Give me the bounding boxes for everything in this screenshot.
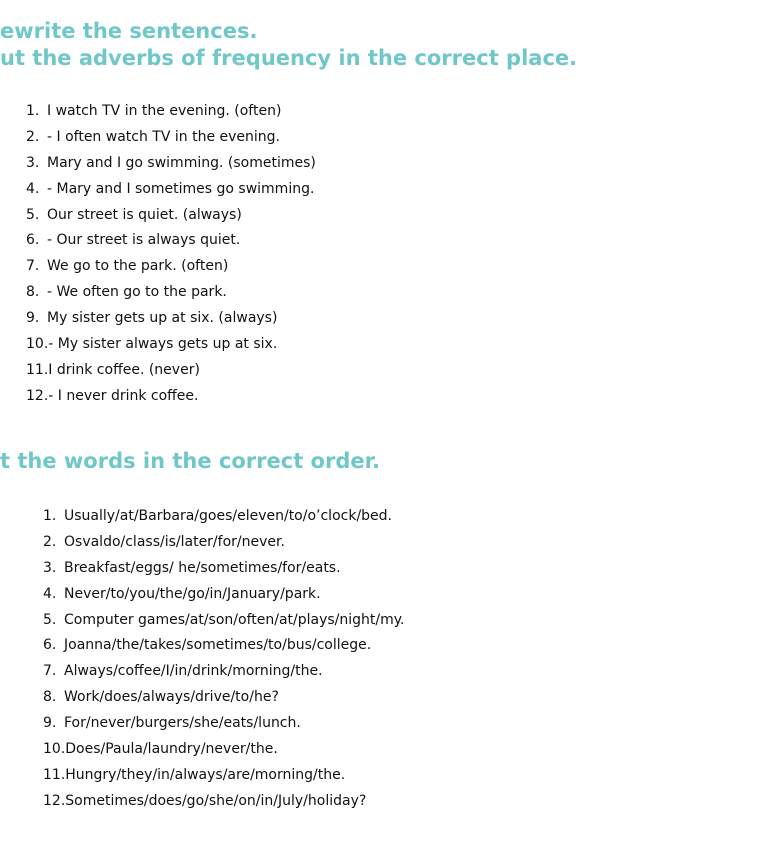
item-text: I watch TV in the evening. (often): [47, 103, 282, 119]
list-item: [43, 659, 405, 685]
list-item: [43, 608, 405, 634]
item-number: 12.: [43, 792, 66, 809]
item-text: I drink coffee. (never): [48, 361, 200, 378]
item-number: 4.: [43, 585, 57, 602]
item-text: Never/to/you/the/go/in/January/park.: [64, 585, 321, 602]
item-number: 3.: [26, 154, 40, 171]
item-text: - We often go to the park.: [47, 284, 227, 301]
item-number: 10.: [26, 336, 49, 353]
list-item: [26, 151, 316, 177]
item-text: - I never drink coffee.: [48, 387, 199, 404]
item-text: - My sister always gets up at six.: [48, 336, 278, 353]
item-text: - Our street is always quiet.: [47, 232, 241, 249]
item-text: Mary and I go swimming. (sometimes): [47, 154, 316, 171]
list-item: [26, 254, 316, 280]
item-text: Does/Paula/laundry/never/the.: [65, 741, 278, 758]
list-item: [43, 685, 405, 711]
list-item: [43, 711, 405, 737]
list-item: [26, 228, 316, 254]
item-number: 9.: [43, 715, 57, 732]
item-text: Our street is quiet. (always): [47, 206, 242, 223]
section-1-list: [26, 99, 316, 410]
section-2-list: [43, 504, 405, 815]
list-item: [26, 280, 316, 306]
list-item: [43, 504, 405, 530]
list-item: [43, 763, 405, 789]
item-number: 7.: [26, 258, 40, 275]
item-number: 12.: [26, 387, 49, 404]
item-number: 6.: [43, 637, 57, 654]
item-number: 4.: [26, 180, 40, 197]
item-text: - I often watch TV in the evening.: [47, 128, 280, 145]
item-text: Work/does/always/drive/to/he?: [64, 689, 279, 706]
item-text: Joanna/the/takes/sometimes/to/bus/college.: [64, 637, 372, 654]
list-item: [26, 306, 316, 332]
item-number: 11.: [43, 766, 66, 783]
item-text: Sometimes/does/go/she/on/in/July/holiday?: [65, 792, 367, 809]
item-text: Always/coffee/I/in/drink/morning/the.: [64, 663, 323, 680]
item-text: Osvaldo/class/is/later/for/never.: [64, 533, 285, 550]
list-item: [43, 633, 405, 659]
list-item: [26, 358, 316, 384]
item-number: 7.: [43, 663, 57, 680]
list-item: [43, 582, 405, 608]
item-number: 1.: [26, 103, 40, 119]
list-item: [26, 203, 316, 229]
section-1-heading: [0, 18, 577, 72]
item-number: 1.: [43, 508, 57, 524]
item-number: 11.: [26, 361, 49, 378]
list-item: [26, 177, 316, 203]
item-number: 10.: [43, 741, 66, 758]
item-text: Usually/at/Barbara/goes/eleven/to/o’clock/bed.: [64, 508, 392, 524]
item-number: 3.: [43, 559, 57, 576]
item-number: 8.: [26, 284, 40, 301]
item-text: My sister gets up at six. (always): [47, 310, 278, 327]
item-number: 5.: [43, 611, 57, 628]
item-text: - Mary and I sometimes go swimming.: [47, 180, 315, 197]
section-1-heading-line-1: ewrite the sentences.: [0, 19, 258, 43]
list-item: [43, 789, 405, 815]
item-number: 5.: [26, 206, 40, 223]
item-text: For/never/burgers/she/eats/lunch.: [64, 715, 301, 732]
list-item: [43, 530, 405, 556]
list-item: [26, 125, 316, 151]
section-2-heading: t the words in the correct order.: [0, 449, 380, 473]
item-text: We go to the park. (often): [47, 258, 229, 275]
section-1-heading-line-2: ut the adverbs of frequency in the correct place.: [0, 46, 578, 70]
item-text: Breakfast/eggs/ he/sometimes/for/eats.: [64, 559, 341, 576]
item-number: 2.: [26, 128, 40, 145]
list-item: [43, 556, 405, 582]
item-number: 2.: [43, 533, 57, 550]
list-item: [43, 737, 405, 763]
list-item: [26, 99, 316, 125]
item-number: 6.: [26, 232, 40, 249]
item-text: Hungry/they/in/always/are/morning/the.: [65, 766, 346, 783]
item-text: Computer games/at/son/often/at/plays/night/my.: [64, 611, 405, 628]
item-number: 9.: [26, 310, 40, 327]
item-number: 8.: [43, 689, 57, 706]
list-item: [26, 384, 316, 410]
list-item: [26, 332, 316, 358]
